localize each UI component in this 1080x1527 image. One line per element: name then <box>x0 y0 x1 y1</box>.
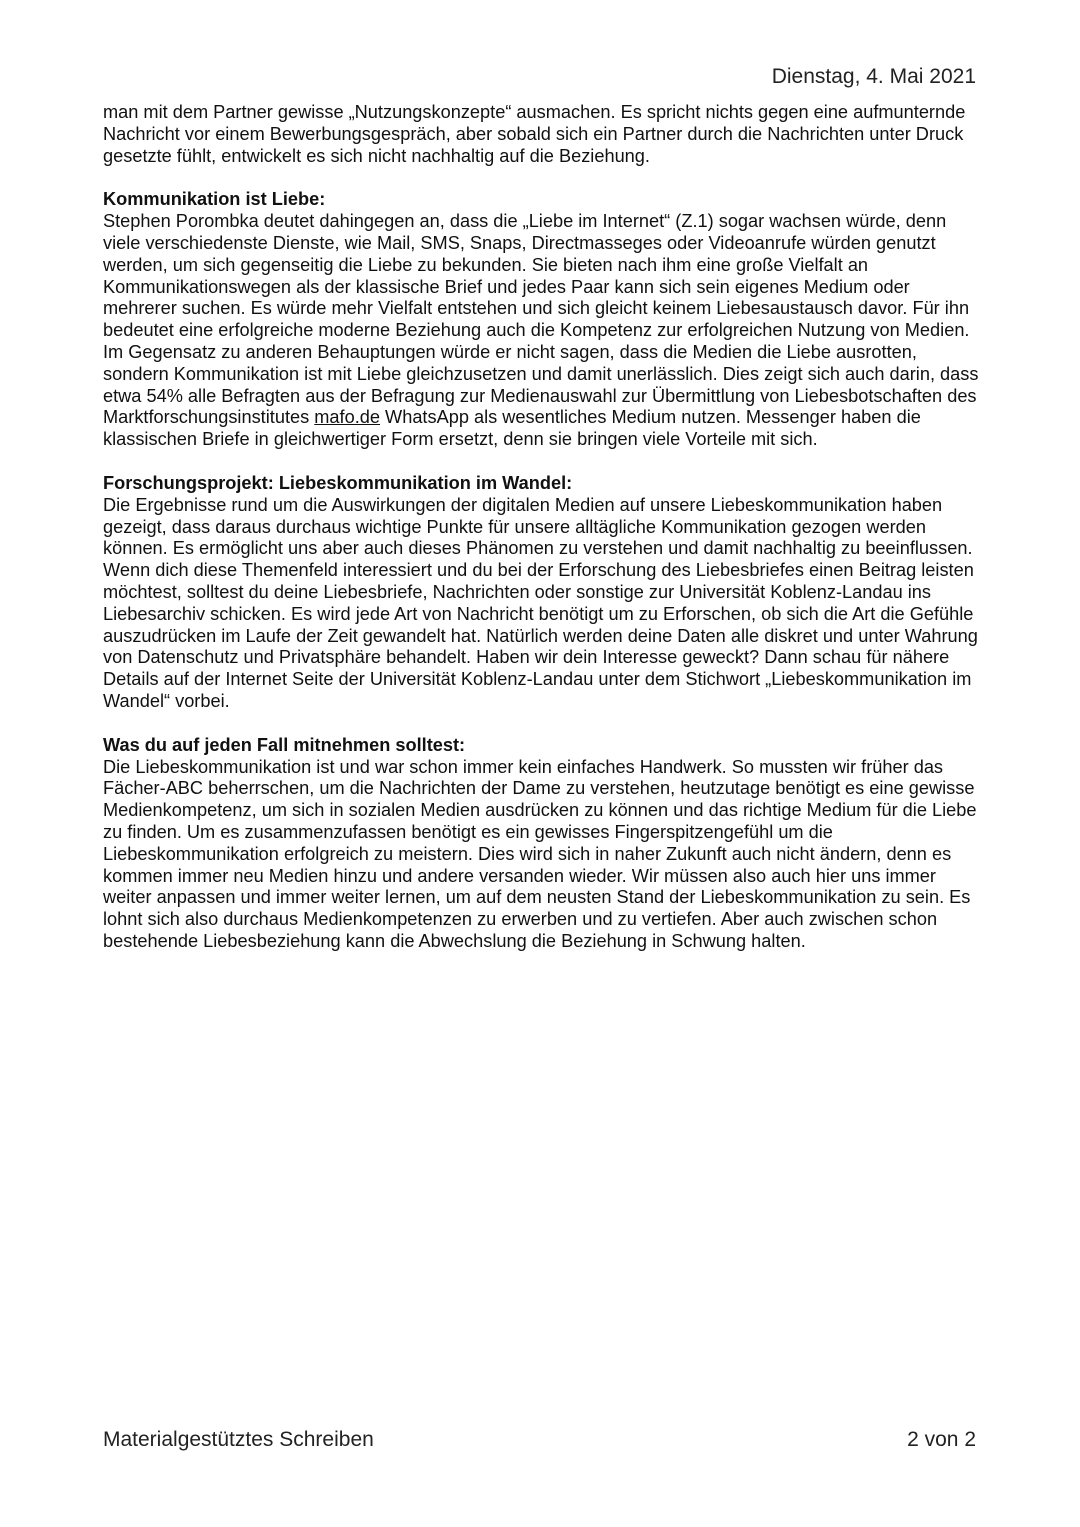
section-heading: Forschungsprojekt: Liebeskommunikation im Wandel: <box>103 472 573 493</box>
section-paragraph <box>103 211 979 451</box>
section-heading: Kommunikation ist Liebe: <box>103 189 326 210</box>
section-heading: Was du auf jeden Fall mitnehmen solltest: <box>103 734 466 755</box>
header-date: Dienstag, 4. Mai 2021 <box>771 65 976 88</box>
paragraph-text: WhatsApp als wesentliches Medium nutzen. Messenger haben die klassischen Briefe in gleichwertiger Form ersetzt, denn sie bringen viele Vorteile mit sich. <box>103 407 921 450</box>
footer-title: Materialgestütztes Schreiben <box>103 1428 374 1451</box>
section-kommunikation <box>103 189 979 451</box>
section-paragraph: Die Liebeskommunikation ist und war schon immer kein einfaches Handwerk. So mussten wir früher das Fächer-ABC beherrschen, um die Nachrichten der Dame zu verstehen, heutzutage benötigt es eine gewisse Medienkompetenz, um sich in sozialen Medien ausdrücken zu können und das richtige Medium für die Liebe zu finden. Um es zusammenzufassen benötigt es ein gewisses Fingerspitzengefühl um die Liebeskommunikation erfolgreich zu meistern. Dies wird sich in naher Zukunft auch nicht ändern, denn es kommen immer neu Medien hinzu und andere versanden wieder. Wir müssen also auch hier uns immer weiter anpassen und immer weiter lernen, um auf dem neusten Stand der Liebeskommunikation zu sein. Es lohnt sich also durchaus Medienkompetenzen zu erwerben und zu vertiefen. Aber auch zwischen schon bestehende Liebesbeziehung kann die Abwechslung die Beziehung in Schwung halten. <box>103 756 977 951</box>
section-forschungsprojekt <box>103 473 979 713</box>
footer-page-number: 2 von 2 <box>907 1428 976 1451</box>
paragraph-text: Stephen Porombka deutet dahingegen an, dass die „Liebe im Internet“ (Z.1) sogar wachsen würde, denn viele verschiedenste Dienste, wie Mail, SMS, Snaps, Directmasseges oder Videoanrufe würden genutzt werden, um sich gegenseitig die Liebe zu bekunden. Sie bieten nach ihm eine große Vielfalt an Kommunikationswegen als der klassische Brief und jedes Paar kann sich sein eigenes Medium oder mehrerer suchen. Es würde mehr Vielfalt entstehen und sich gleicht keinem Liebesaustausch davor. Für ihn bedeutet eine erfolgreiche moderne Beziehung auch die Kompetenz zur erfolgreichen Nutzung von Medien. Im Gegensatz zu anderen Behauptungen würde er nicht sagen, dass die Medien die Liebe ausrotten, sondern Kommunikation ist mit Liebe gleichzusetzen und damit unerlässlich. Dies zeigt sich auch darin, dass etwa 54% alle Befragten aus der Befragung zur Medienauswahl zur Übermittlung von Liebesbotschaften des Marktforschungsinstitutes <box>103 211 979 428</box>
document-body <box>103 102 979 953</box>
section-paragraph: Die Ergebnisse rund um die Auswirkungen der digitalen Medien auf unsere Liebeskommunikation haben gezeigt, dass daraus durchaus wichtige Punkte für unsere alltägliche Kommunikation gezogen werden können. Es ermöglicht uns aber auch dieses Phänomen zu verstehen und damit nachhaltig zu beeinflussen. Wenn dich diese Themenfeld interessiert und du bei der Erforschung des Liebesbriefes einen Beitrag leisten möchtest, solltest du deine Liebesbriefe, Nachrichten oder sonstige zur Universität Koblenz-Landau ins Liebesarchiv schicken. Es wird jede Art von Nachricht benötigt um zu Erforschen, ob sich die Art die Gefühle auszudrücken im Laufe der Zeit gewandelt hat. Natürlich werden deine Daten alle diskret und unter Wahrung von Datenschutz und Privatsphäre behandelt. Haben wir dein Interesse geweckt? Dann schau für nähere Details auf der Internet Seite der Universität Koblenz-Landau unter dem Stichwort „Liebeskommunikation im Wandel“ vorbei. <box>103 494 978 711</box>
section-mitnehmen <box>103 735 979 953</box>
mafo-link[interactable]: mafo.de <box>314 407 380 428</box>
intro-paragraph: man mit dem Partner gewisse „Nutzungskonzepte“ ausmachen. Es spricht nichts gegen eine aufmunternde Nachricht vor einem Bewerbungsgespräch, aber sobald sich ein Partner durch die Nachrichten unter Druck gesetzte fühlt, entwickelt es sich nicht nachhaltig auf die Beziehung. <box>103 102 966 166</box>
